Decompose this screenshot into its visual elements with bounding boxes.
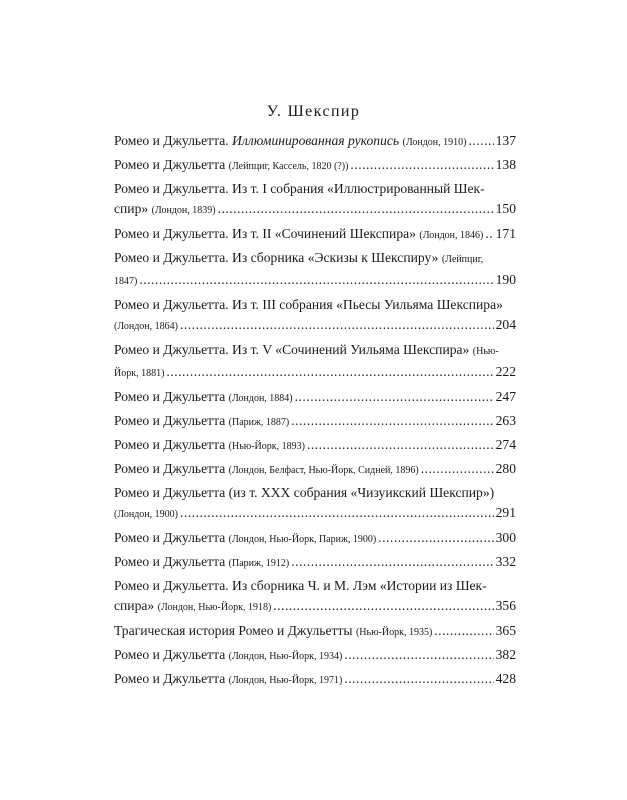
toc-entry-line <box>114 435 516 457</box>
toc-entry-line <box>114 528 516 550</box>
toc-entry-note: 1847) <box>114 276 138 287</box>
toc-page-number: 365 <box>495 623 516 638</box>
toc-entry-title: Ромео и Джульетта (Лейпциг, Кассель, 1820 (?)) <box>114 157 349 172</box>
toc-leader-dots <box>180 315 494 335</box>
toc-entry[interactable] <box>114 435 516 457</box>
toc-entry-title: Ромео и Джульетта (Лондон, Нью-Йорк, 1934) <box>114 647 343 662</box>
toc-page-number: 137 <box>495 133 516 148</box>
toc-page-number: 204 <box>495 317 516 332</box>
toc-entry-title: спир» (Лондон, 1839) <box>114 201 216 216</box>
toc-page-number: 247 <box>495 389 516 404</box>
toc-leader-dots <box>180 503 494 523</box>
toc-entry-title: спира» (Лондон, Нью-Йорк, 1918) <box>114 598 272 613</box>
toc-list <box>114 131 516 693</box>
toc-entry-line <box>114 131 516 153</box>
toc-entry[interactable] <box>114 155 516 177</box>
toc-leader-dots <box>344 645 493 665</box>
toc-page-number: 291 <box>495 505 516 520</box>
toc-entry-line <box>114 362 516 384</box>
toc-entry[interactable] <box>114 387 516 409</box>
toc-page-number: 138 <box>495 157 516 172</box>
toc-leader-dots <box>291 552 493 572</box>
toc-entry[interactable] <box>114 248 516 292</box>
toc-entry[interactable] <box>114 459 516 481</box>
toc-entry-title: Ромео и Джульетта. Иллюминированная рукопись (Лондон, 1910) <box>114 133 467 148</box>
toc-leader-dots <box>166 362 493 382</box>
toc-entry-note: (Лондон, 1864) <box>114 321 178 332</box>
toc-page-number: 263 <box>495 413 516 428</box>
toc-leader-dots <box>291 411 493 431</box>
toc-entry-line <box>114 596 516 618</box>
toc-entry-title-line1: Ромео и Джульетта. Из т. III собрания «Пьесы Уильяма Шекспира» <box>114 297 503 312</box>
toc-entry[interactable] <box>114 645 516 667</box>
toc-entry-line <box>114 199 516 221</box>
toc-entry[interactable] <box>114 528 516 550</box>
toc-leader-dots <box>344 669 493 689</box>
toc-leader-dots <box>468 131 493 151</box>
toc-entry[interactable] <box>114 483 516 525</box>
toc-entry[interactable] <box>114 621 516 643</box>
toc-leader-dots <box>350 155 493 175</box>
toc-entry-line <box>114 411 516 433</box>
toc-entry-title: Ромео и Джульетта (Лондон, Белфаст, Нью-Йорк, Сидней, 1896) <box>114 461 419 476</box>
toc-entry-line <box>114 270 516 292</box>
toc-entry-title: Ромео и Джульетта (Париж, 1912) <box>114 554 290 569</box>
toc-entry-title: Ромео и Джульетта (Лондон, 1884) <box>114 389 293 404</box>
toc-entry-title-line1: Ромео и Джульетта. Из сборника Ч. и М. Лэм «Истории из Шек- <box>114 578 487 593</box>
toc-page-number: 428 <box>495 671 516 686</box>
toc-page-number: 150 <box>495 201 516 216</box>
toc-entry-line <box>114 224 516 246</box>
toc-entry-title-line1: Ромео и Джульетта. Из т. V «Сочинений Уильяма Шекспира» (Нью- <box>114 342 499 357</box>
toc-entry-title: Ромео и Джульетта. Из т. II «Сочинений Шекспира» (Лондон, 1846) <box>114 226 484 241</box>
toc-entry-title: Ромео и Джульетта (Лондон, Нью-Йорк, 1971) <box>114 671 343 686</box>
toc-entry[interactable] <box>114 669 516 691</box>
toc-entry[interactable] <box>114 295 516 337</box>
toc-page-number: 190 <box>495 272 516 287</box>
toc-entry-line <box>114 669 516 691</box>
toc-leader-dots <box>434 621 493 641</box>
toc-page-number: 222 <box>495 364 516 379</box>
toc-leader-dots <box>273 596 493 616</box>
toc-page-number: 280 <box>495 461 516 476</box>
toc-entry-line <box>114 459 516 481</box>
toc-entry-line <box>114 552 516 574</box>
toc-entry-title-line1: Ромео и Джульетта. Из т. I собрания «Иллюстрированный Шек- <box>114 181 485 196</box>
toc-leader-dots <box>485 224 493 244</box>
toc-entry[interactable] <box>114 179 516 221</box>
toc-entry[interactable] <box>114 576 516 618</box>
toc-page-number: 300 <box>495 530 516 545</box>
toc-leader-dots <box>421 459 494 479</box>
section-heading: У. Шекспир <box>266 103 361 120</box>
toc-entry-title: Ромео и Джульетта (Нью-Йорк, 1893) <box>114 437 305 452</box>
toc-leader-dots <box>378 528 493 548</box>
toc-entry[interactable] <box>114 552 516 574</box>
toc-entry-line <box>114 315 516 337</box>
toc-entry-line <box>114 503 516 525</box>
toc-entry-title: Трагическая история Ромео и Джульетты (Нью-Йорк, 1935) <box>114 623 433 638</box>
toc-entry-line <box>114 621 516 643</box>
toc-entry-title-line1: Ромео и Джульетта (из т. XXX собрания «Чизуикский Шекспир») <box>114 485 495 500</box>
toc-entry-note: Йорк, 1881) <box>114 368 165 379</box>
toc-entry-line <box>114 155 516 177</box>
toc-leader-dots <box>295 387 494 407</box>
toc-entry-line <box>114 387 516 409</box>
toc-entry-title: Ромео и Джульетта (Лондон, Нью-Йорк, Париж, 1900) <box>114 530 377 545</box>
toc-entry-title-line1: Ромео и Джульетта. Из сборника «Эскизы к Шекспиру» (Лейпциг, <box>114 250 484 265</box>
toc-page-number: 274 <box>495 437 516 452</box>
toc-entry-title: Ромео и Джульетта (Париж, 1887) <box>114 413 290 428</box>
toc-page-number: 356 <box>495 598 516 613</box>
toc-entry[interactable] <box>114 224 516 246</box>
toc-leader-dots <box>218 199 494 219</box>
toc-leader-dots <box>307 435 494 455</box>
toc-page-number: 171 <box>495 226 516 241</box>
toc-entry[interactable] <box>114 340 516 384</box>
toc-leader-dots <box>139 270 493 290</box>
toc-entry-line <box>114 645 516 667</box>
toc-entry[interactable] <box>114 131 516 153</box>
toc-page-number: 382 <box>495 647 516 662</box>
toc-entry-note: (Лондон, 1900) <box>114 509 178 520</box>
toc-entry[interactable] <box>114 411 516 433</box>
toc-page-number: 332 <box>495 554 516 569</box>
